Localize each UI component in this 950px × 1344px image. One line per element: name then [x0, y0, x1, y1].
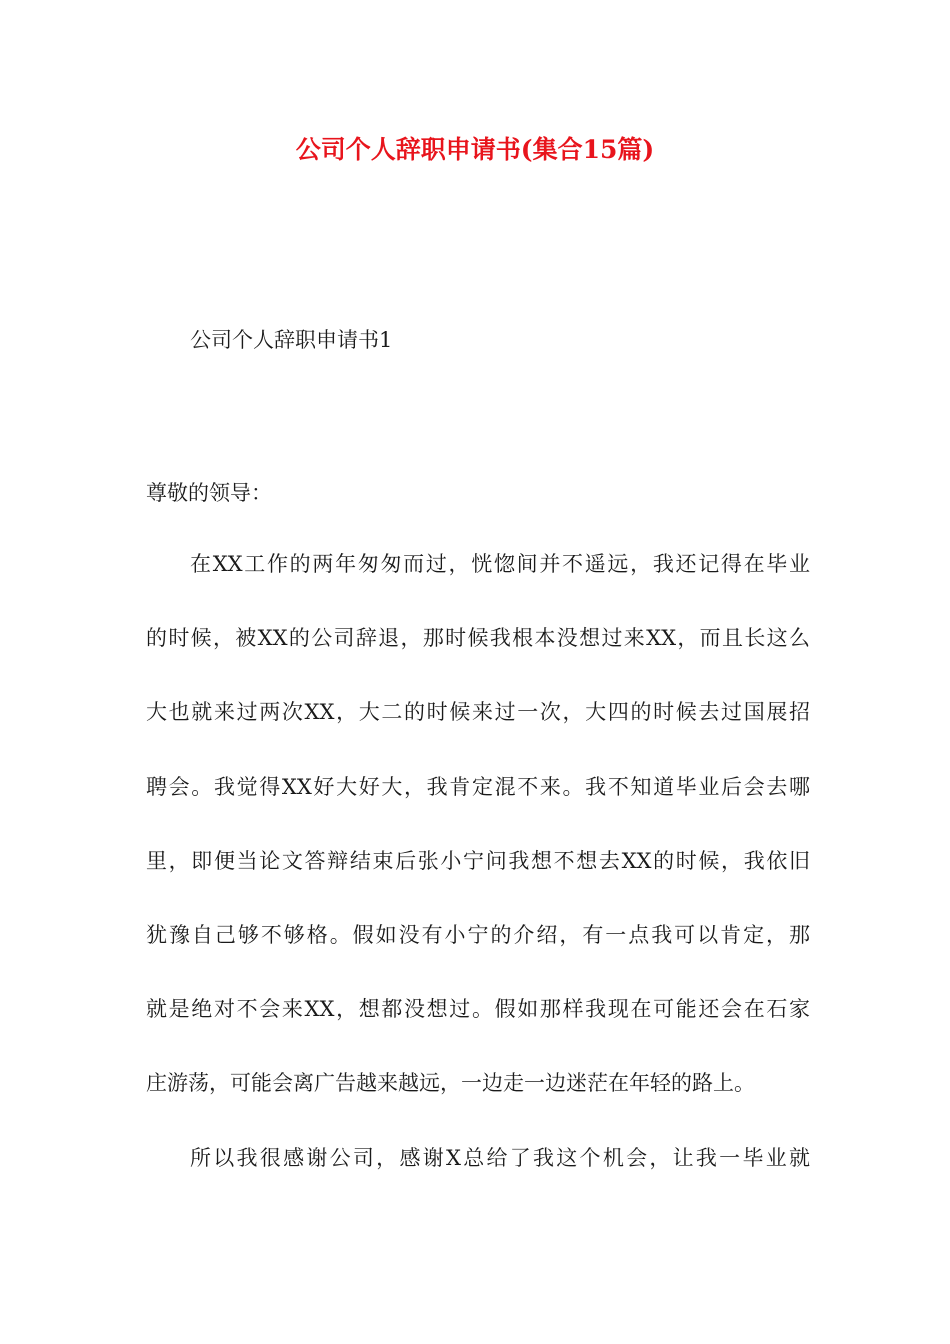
- paragraph-line: 就是绝对不会来XX，想都没想过。假如那样我现在可能还会在石家: [146, 997, 810, 1022]
- paragraph-line: 的时候，被XX的公司辞退，那时候我根本没想过来XX，而且长这么: [146, 626, 810, 651]
- document-title: 公司个人辞职申请书(集合15篇): [295, 135, 655, 164]
- section-heading: 公司个人辞职申请书1: [190, 328, 393, 352]
- paragraph-line: 所以我很感谢公司，感谢X总给了我这个机会，让我一毕业就: [190, 1145, 810, 1170]
- letter-body: [146, 546, 810, 1214]
- paragraph-line: 庄游荡，可能会离广告越来越远，一边走一边迷茫在年轻的路上。: [146, 1071, 755, 1096]
- paragraph-line: 大也就来过两次XX，大二的时候来过一次，大四的时候去过国展招: [146, 700, 810, 725]
- paragraph-line: 犹豫自己够不够格。假如没有小宁的介绍，有一点我可以肯定，那: [146, 922, 810, 947]
- paragraph-line: 里，即便当论文答辩结束后张小宁问我想不想去XX的时候，我依旧: [146, 848, 810, 873]
- salutation: 尊敬的领导：: [146, 481, 272, 505]
- paragraph-line: 聘会。我觉得XX好大好大，我肯定混不来。我不知道毕业后会去哪: [146, 774, 810, 799]
- paragraph-line: 在XX工作的两年匆匆而过，恍惚间并不遥远，我还记得在毕业: [190, 552, 810, 576]
